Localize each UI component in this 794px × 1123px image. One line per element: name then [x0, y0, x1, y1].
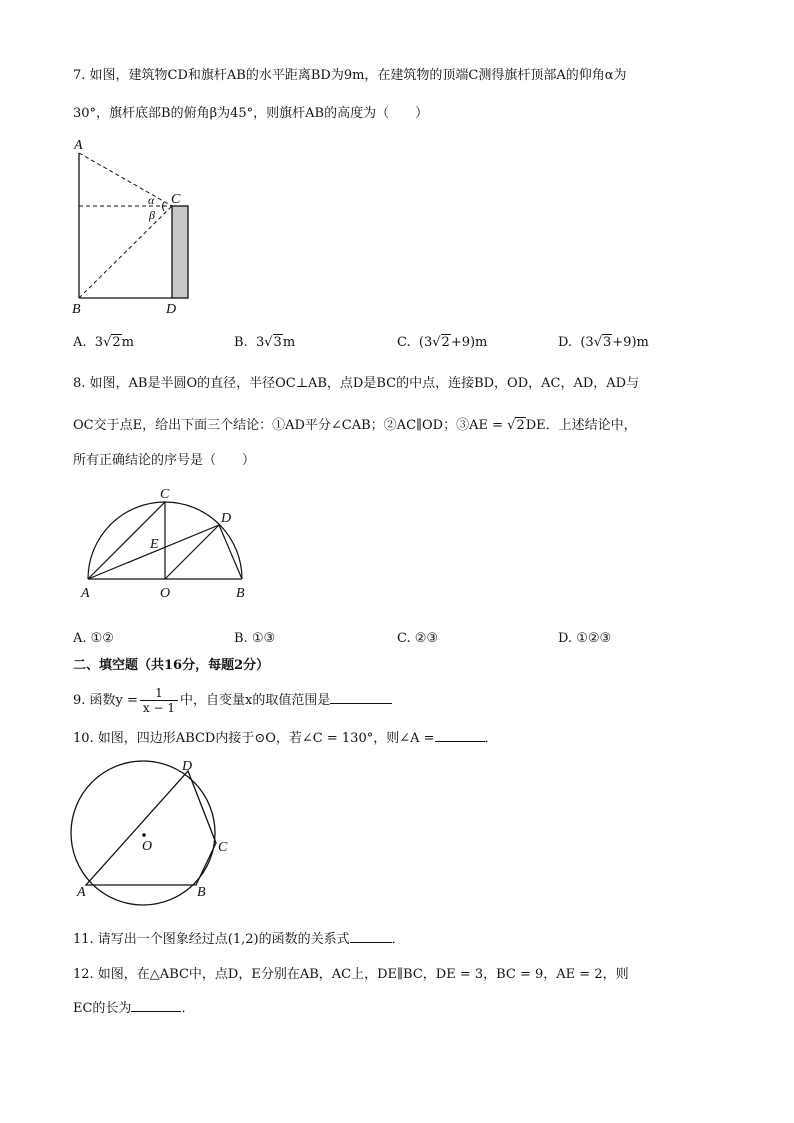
q10-text: 10. 如图，四边形ABCD内接于⊙O，若∠C = 130°，则∠A = [73, 731, 435, 746]
building-cd [172, 206, 188, 298]
label-c: C [218, 840, 228, 855]
label-beta: β [149, 208, 155, 222]
q7-option-b[interactable]: B. 3√3m [234, 335, 296, 350]
q8-line-3: 所有正确结论的序号是（ ） [73, 453, 256, 468]
q8-option-a[interactable]: A. ①② [73, 631, 114, 646]
q8-option-b[interactable]: B. ①③ [234, 631, 276, 646]
option-coef: (3 [418, 335, 433, 350]
q7-line-2: 30°，旗杆底部B的俯角β为45°，则旗杆AB的高度为（ ） [73, 106, 429, 121]
fraction-denominator: x − 1 [142, 701, 175, 715]
q11-text: 11. 请写出一个图象经过点(1,2)的函数的关系式 [73, 932, 350, 947]
q8-figure [75, 485, 260, 605]
section-heading: 二、填空题（共16分，每题2分） [73, 658, 270, 673]
q9-fraction [140, 686, 178, 715]
label-c: C [160, 487, 170, 502]
chord-ad [88, 525, 219, 579]
q9-line [73, 686, 392, 715]
label-a: A [74, 138, 83, 153]
q8-line-1: 8. 如图，AB是半圆O的直径，半径OC⊥AB，点D是BC的中点，连接BD，OD，AC，AD，AD与 [73, 376, 640, 391]
radius-od [165, 525, 219, 579]
q12-answer-blank[interactable] [131, 997, 181, 1012]
q7-option-d[interactable]: D. (3√3+9)m [558, 335, 649, 350]
option-coef: 3 [255, 335, 265, 350]
center-dot [142, 833, 146, 837]
q7-option-a[interactable]: A. 3√2m [73, 335, 134, 350]
option-coef: 3 [94, 335, 104, 350]
q10-figure [60, 755, 245, 905]
quadrilateral-abcd [86, 771, 216, 885]
q10-line [73, 727, 498, 749]
q11-answer-blank[interactable] [350, 928, 392, 943]
chord-bd [219, 525, 242, 579]
q9-text-tail: 中，自变量x的取值范围是 [180, 693, 331, 708]
option-letter: A. [73, 335, 87, 350]
q10-end: ． [484, 731, 498, 746]
q8-option-c[interactable]: C. ②③ [397, 631, 439, 646]
q8-radicand: 2 [516, 418, 525, 433]
label-d: D [166, 302, 177, 317]
q8-line-2: OC交于点E，给出下面三个结论：①AD平分∠CAB；②AC∥OD；③AE = √2DE．上述结论中， [73, 418, 637, 433]
option-unit: +9)m [450, 335, 488, 350]
option-letter: B. [234, 335, 248, 350]
option-radicand: 2 [441, 335, 450, 350]
label-b: B [72, 302, 81, 317]
q10-answer-blank[interactable] [435, 727, 485, 742]
q7-option-c[interactable]: C. (3√2+9)m [397, 335, 488, 350]
label-b: B [197, 885, 206, 900]
label-d: D [182, 759, 193, 774]
circle-o [71, 761, 215, 905]
option-radicand: 3 [273, 335, 282, 350]
option-coef: (3 [580, 335, 594, 350]
label-alpha: α [148, 193, 155, 207]
sightline-cb [79, 206, 172, 298]
q12-line-1: 12. 如图，在△ABC中，点D，E分别在AB，AC上，DE∥BC，DE = 3，BC = 9，AE = 2，则 [73, 967, 629, 982]
q8-line-2-tail: DE．上述结论中， [525, 418, 637, 433]
fraction-numerator: 1 [140, 686, 178, 701]
label-e: E [150, 537, 159, 552]
option-radicand: 3 [603, 335, 612, 350]
label-d: D [221, 511, 232, 526]
q7-line-1: 7. 如图，建筑物CD和旗杆AB的水平距离BD为9m，在建筑物的顶端C测得旗杆顶部A的仰角α为 [73, 68, 627, 83]
option-radicand: 2 [112, 335, 121, 350]
option-unit: m [121, 335, 134, 350]
q9-text: 9. 函数y = [73, 693, 138, 708]
label-o: O [160, 586, 171, 601]
q11-end: ． [391, 932, 405, 947]
label-a: A [77, 885, 86, 900]
option-letter: D. [558, 335, 573, 350]
sightline-ca [79, 153, 172, 206]
q8-option-d[interactable]: D. ①②③ [558, 631, 612, 646]
label-a: A [81, 586, 90, 601]
q9-answer-blank[interactable] [330, 689, 392, 704]
label-o: O [142, 839, 153, 854]
option-letter: C. [397, 335, 411, 350]
q7-figure [60, 135, 210, 320]
q12-text: EC的长为 [73, 1001, 132, 1016]
q11-line [73, 928, 405, 950]
q12-line-2 [73, 997, 194, 1019]
label-c: C [171, 192, 181, 207]
option-unit: m [282, 335, 296, 350]
q12-end: ． [181, 1001, 195, 1016]
option-unit: +9)m [612, 335, 649, 350]
q8-line-2-text: OC交于点E，给出下面三个结论：①AD平分∠CAB；②AC∥OD；③AE = [73, 418, 508, 433]
label-b: B [236, 586, 245, 601]
